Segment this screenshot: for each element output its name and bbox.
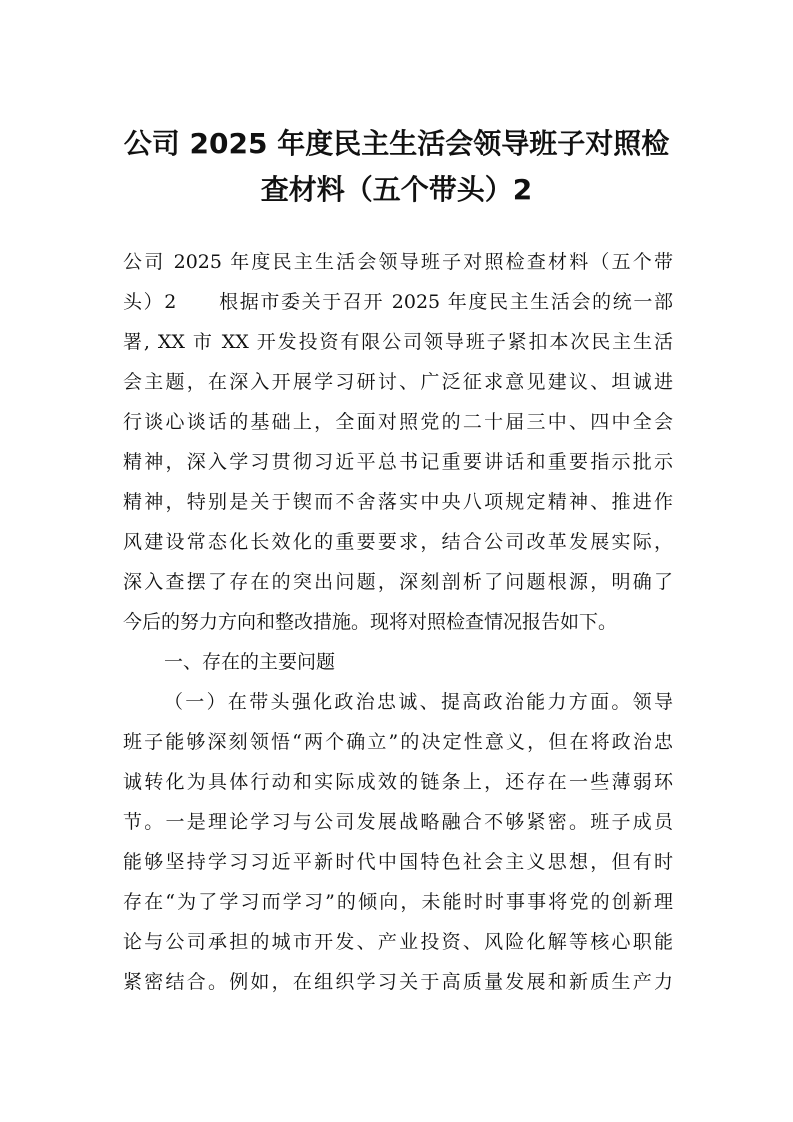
document-title-line-2: 查材料（五个带头）2 — [260, 173, 533, 206]
body-line: 精神，特别是关于锲而不舍落实中央八项规定精神、推进作 — [123, 491, 673, 513]
section-line: 能够坚持学习习近平新时代中国特色社会主义思想，但有时 — [123, 851, 673, 873]
body-line: 公司 2025 年度民主生活会领导班子对照检查材料（五个带 — [123, 251, 673, 273]
body-line: 头）2 根据市委关于召开 2025 年度民主生活会的统一部 — [123, 291, 673, 313]
body-line: 今后的努力方向和整改措施。现将对照检查情况报告如下。 — [123, 611, 618, 633]
body-line: 深入查摆了存在的突出问题，深刻剖析了问题根源，明确了 — [123, 571, 673, 593]
document-title-line-1: 公司 2025 年度民主生活会领导班子对照检 — [123, 127, 670, 160]
body-line: 会主题，在深入开展学习研讨、广泛征求意见建议、坦诚进 — [123, 371, 673, 393]
section-line: 班子能够深刻领悟“两个确立”的决定性意义，但在将政治忠 — [123, 731, 673, 753]
section-line: 论与公司承担的城市开发、产业投资、风险化解等核心职能 — [123, 931, 673, 953]
section-line: 诚转化为具体行动和实际成效的链条上，还存在一些薄弱环 — [123, 771, 673, 793]
section-line: 紧密结合。例如，在组织学习关于高质量发展和新质生产力 — [123, 971, 673, 993]
body-line: 风建设常态化长效化的重要要求，结合公司改革发展实际， — [123, 531, 673, 553]
section-line: 节。一是理论学习与公司发展战略融合不够紧密。班子成员 — [123, 811, 673, 833]
section-line: （一）在带头强化政治忠诚、提高政治能力方面。领导 — [164, 691, 673, 713]
section-line: 存在“为了学习而学习”的倾向，未能时时事事将党的创新理 — [123, 891, 673, 913]
body-line: 行谈心谈话的基础上，全面对照党的二十届三中、四中全会 — [123, 411, 673, 433]
body-line: 署, XX 市 XX 开发投资有限公司领导班子紧扣本次民主生活 — [123, 331, 673, 353]
body-line: 精神，深入学习贯彻习近平总书记重要讲话和重要指示批示 — [123, 451, 673, 473]
section-heading: 一、存在的主要问题 — [164, 651, 336, 673]
